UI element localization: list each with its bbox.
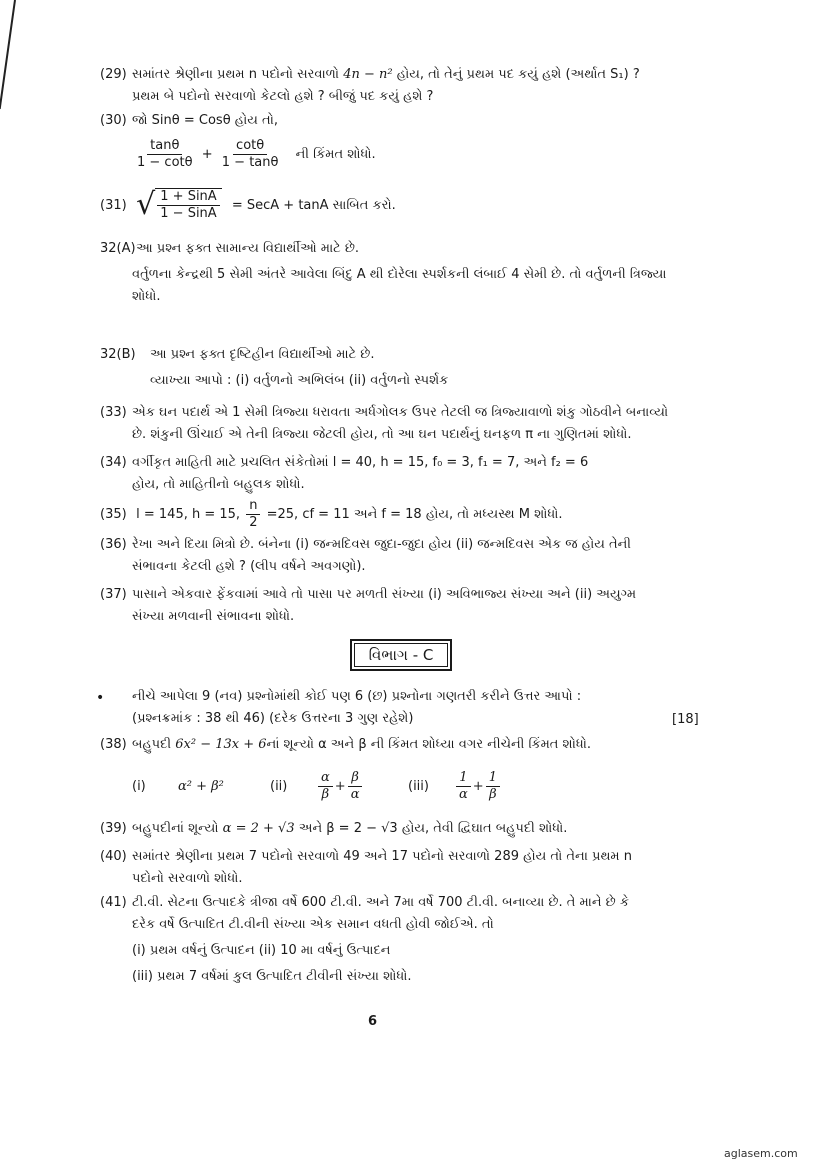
question-37: (37) પાસાને એકવાર ફેંકવામાં આવે તો પાસા પર મળતી સંખ્યા (i) અવિભાજ્ય સંખ્યા અને (ii) અયુગ્મ સંખ્યા મળવાની સંભાવના શોધો. [100,587,637,624]
fraction: $\frac{n}{2}$ [246,498,260,531]
scan-edge-line [0,0,16,109]
section-c-instructions: નીચે આપેલા 9 (નવ) પ્રશ્નોમાંથી કોઈ પણ 6 (છ) પ્રશ્નોના ગણતરી કરીને ઉત્તર આપો : (પ્રશ્નક્રમાંક : 38 થી 46) (દરેક ઉત્તરના 3 ગુણ રહેશે) [132,689,582,726]
footer-watermark-text: aglasem.com [724,1147,798,1160]
bullet-icon: • [96,690,105,706]
question-30: (30) જો Sinθ = Cosθ હોય તો, $\frac{\tan\theta}{1 - \cot\theta}$ + $\frac{\cot\theta}{1 - \tan\theta}$ ની કિંમત શોધો. [100,113,376,170]
question-34: (34) વર્ગીકૃત માહિતી માટે પ્રચલિત સંકેતોમાં l = 40, h = 15, f₀ = 3, f₁ = 7, અને f₂ = 6 હોય, તો માહિતીનો બહુલક શોધો. [100,455,589,492]
question-number: (29) [100,67,127,82]
question-35: (35) l = 145, h = 15, $\frac{n}{2}$ =25, cf = 11 અને f = 18 હોય, તો મધ્યસ્થ M શોધો. [100,498,563,530]
question-32b: 32(B) આ પ્રશ્ન ફક્ત દૃષ્ટિહીન વિદ્યાર્થીઓ માટે છે. વ્યાખ્યા આપો : (i) વર્તુળનો અભિલંબ (ii) વર્તુળનો સ્પર્શક [100,347,449,388]
fraction: $\frac{\tan\theta}{1 - \cot\theta}$ [137,138,193,170]
square-root: √ $\frac{\text{1 + SinA}}{\text{1 − SinA}}$ [136,188,222,222]
section-c-heading: વિભાગ - C [350,639,452,671]
question-33: (33) એક ઘન પદાર્થ એ 1 સેમી ત્રિજ્યા ધરાવતા અર્ધગોલક ઉપર તેટલી જ ત્રિજ્યાવાળો શંકુ ગોઠવીને બનાવ્યો છે. શંકુની ઊંચાઈ એ તેની ત્રિજ્યા જેટલી હોય, તો આ ઘન પદાર્થનું ઘનફળ π ના ગુણિતમાં શોધો. [100,405,669,442]
question-40: (40) સમાંતર શ્રેણીના પ્રથમ 7 પદોનો સરવાળો 49 અને 17 પદોનો સરવાળો 289 હોય તો તેના પ્રથમ n પદોનો સરવાળો શોધો. [100,849,632,886]
question-31: (31) √ $\frac{\text{1 + SinA}}{\text{1 − SinA}}$ = SecA + tanA સાબિત કરો. [100,187,396,222]
page-number: 6 [368,1014,378,1029]
marks-label: [18] [672,712,699,727]
question-39: (39) બહુપદીનાં શૂન્યો α = 2 + √3 અને β = 2 − √3 હોય, તેવી દ્વિઘાત બહુપદી શોધો. [100,821,568,836]
question-32a: 32(A) આ પ્રશ્ન ફક્ત સામાન્ય વિદ્યાર્થીઓ માટે છે. વર્તુળના કેન્દ્રથી 5 સેમી અંતરે આવેલા બિંદુ A થી દોરેલા સ્પર્શકની લંબાઈ 4 સેમી છે. તો વર્તુળની ત્રિજ્યા શોધો. [100,241,667,304]
fraction: $\frac{\cot\theta}{1 - \tan\theta}$ [221,138,279,170]
question-36: (36) રેખા અને દિયા મિત્રો છે. બંનેના (i) જન્મદિવસ જુદા-જુદા હોય (ii) જન્મદિવસ એક જ હોય તેની સંભાવના કેટલી હશે ? (લીપ વર્ષને અવગણો). [100,537,632,574]
question-29: (29) સમાંતર શ્રેણીના પ્રથમ n પદોનો સરવાળો 4n − n² હોય, તો તેનું પ્રથમ પદ કયું હશે (અર્થાત S₁) ? પ્રથમ બે પદોનો સરવાળો કેટલો હશે ? બીજું પદ કયું હશે ? [100,64,790,108]
question-41: (41) ટી.વી. સેટના ઉત્પાદકે ત્રીજા વર્ષે 600 ટી.વી. અને 7મા વર્ષે 700 ટી.વી. બનાવ્યા છે. તે માને છે કે દરેક વર્ષે ઉત્પાદિત ટી.વીની સંખ્યા એક સમાન વધતી હોવી જોઈએ. તો (i) પ્રથમ વર્ષનું ઉત્પાદન (ii) 10 મા વર્ષનું ઉત્પાદન (iii) પ્રથમ 7 વર્ષમાં કુલ ઉત્પાદિત ટીવીની સંખ્યા શોધો. [100,895,630,984]
question-38: (38) બહુપદી 6x² − 13x + 6નાં શૂન્યો α અને β ની કિંમત શોધ્યા વગર નીચેની કિંમત શોધો. (i) α² + β² (ii) $\frac{\alpha}{\beta}$ + $\frac{\beta}{\alpha}$ (iii) $\frac{1}{\alpha}$ + $\frac{1}{\beta}$ [100,737,592,802]
